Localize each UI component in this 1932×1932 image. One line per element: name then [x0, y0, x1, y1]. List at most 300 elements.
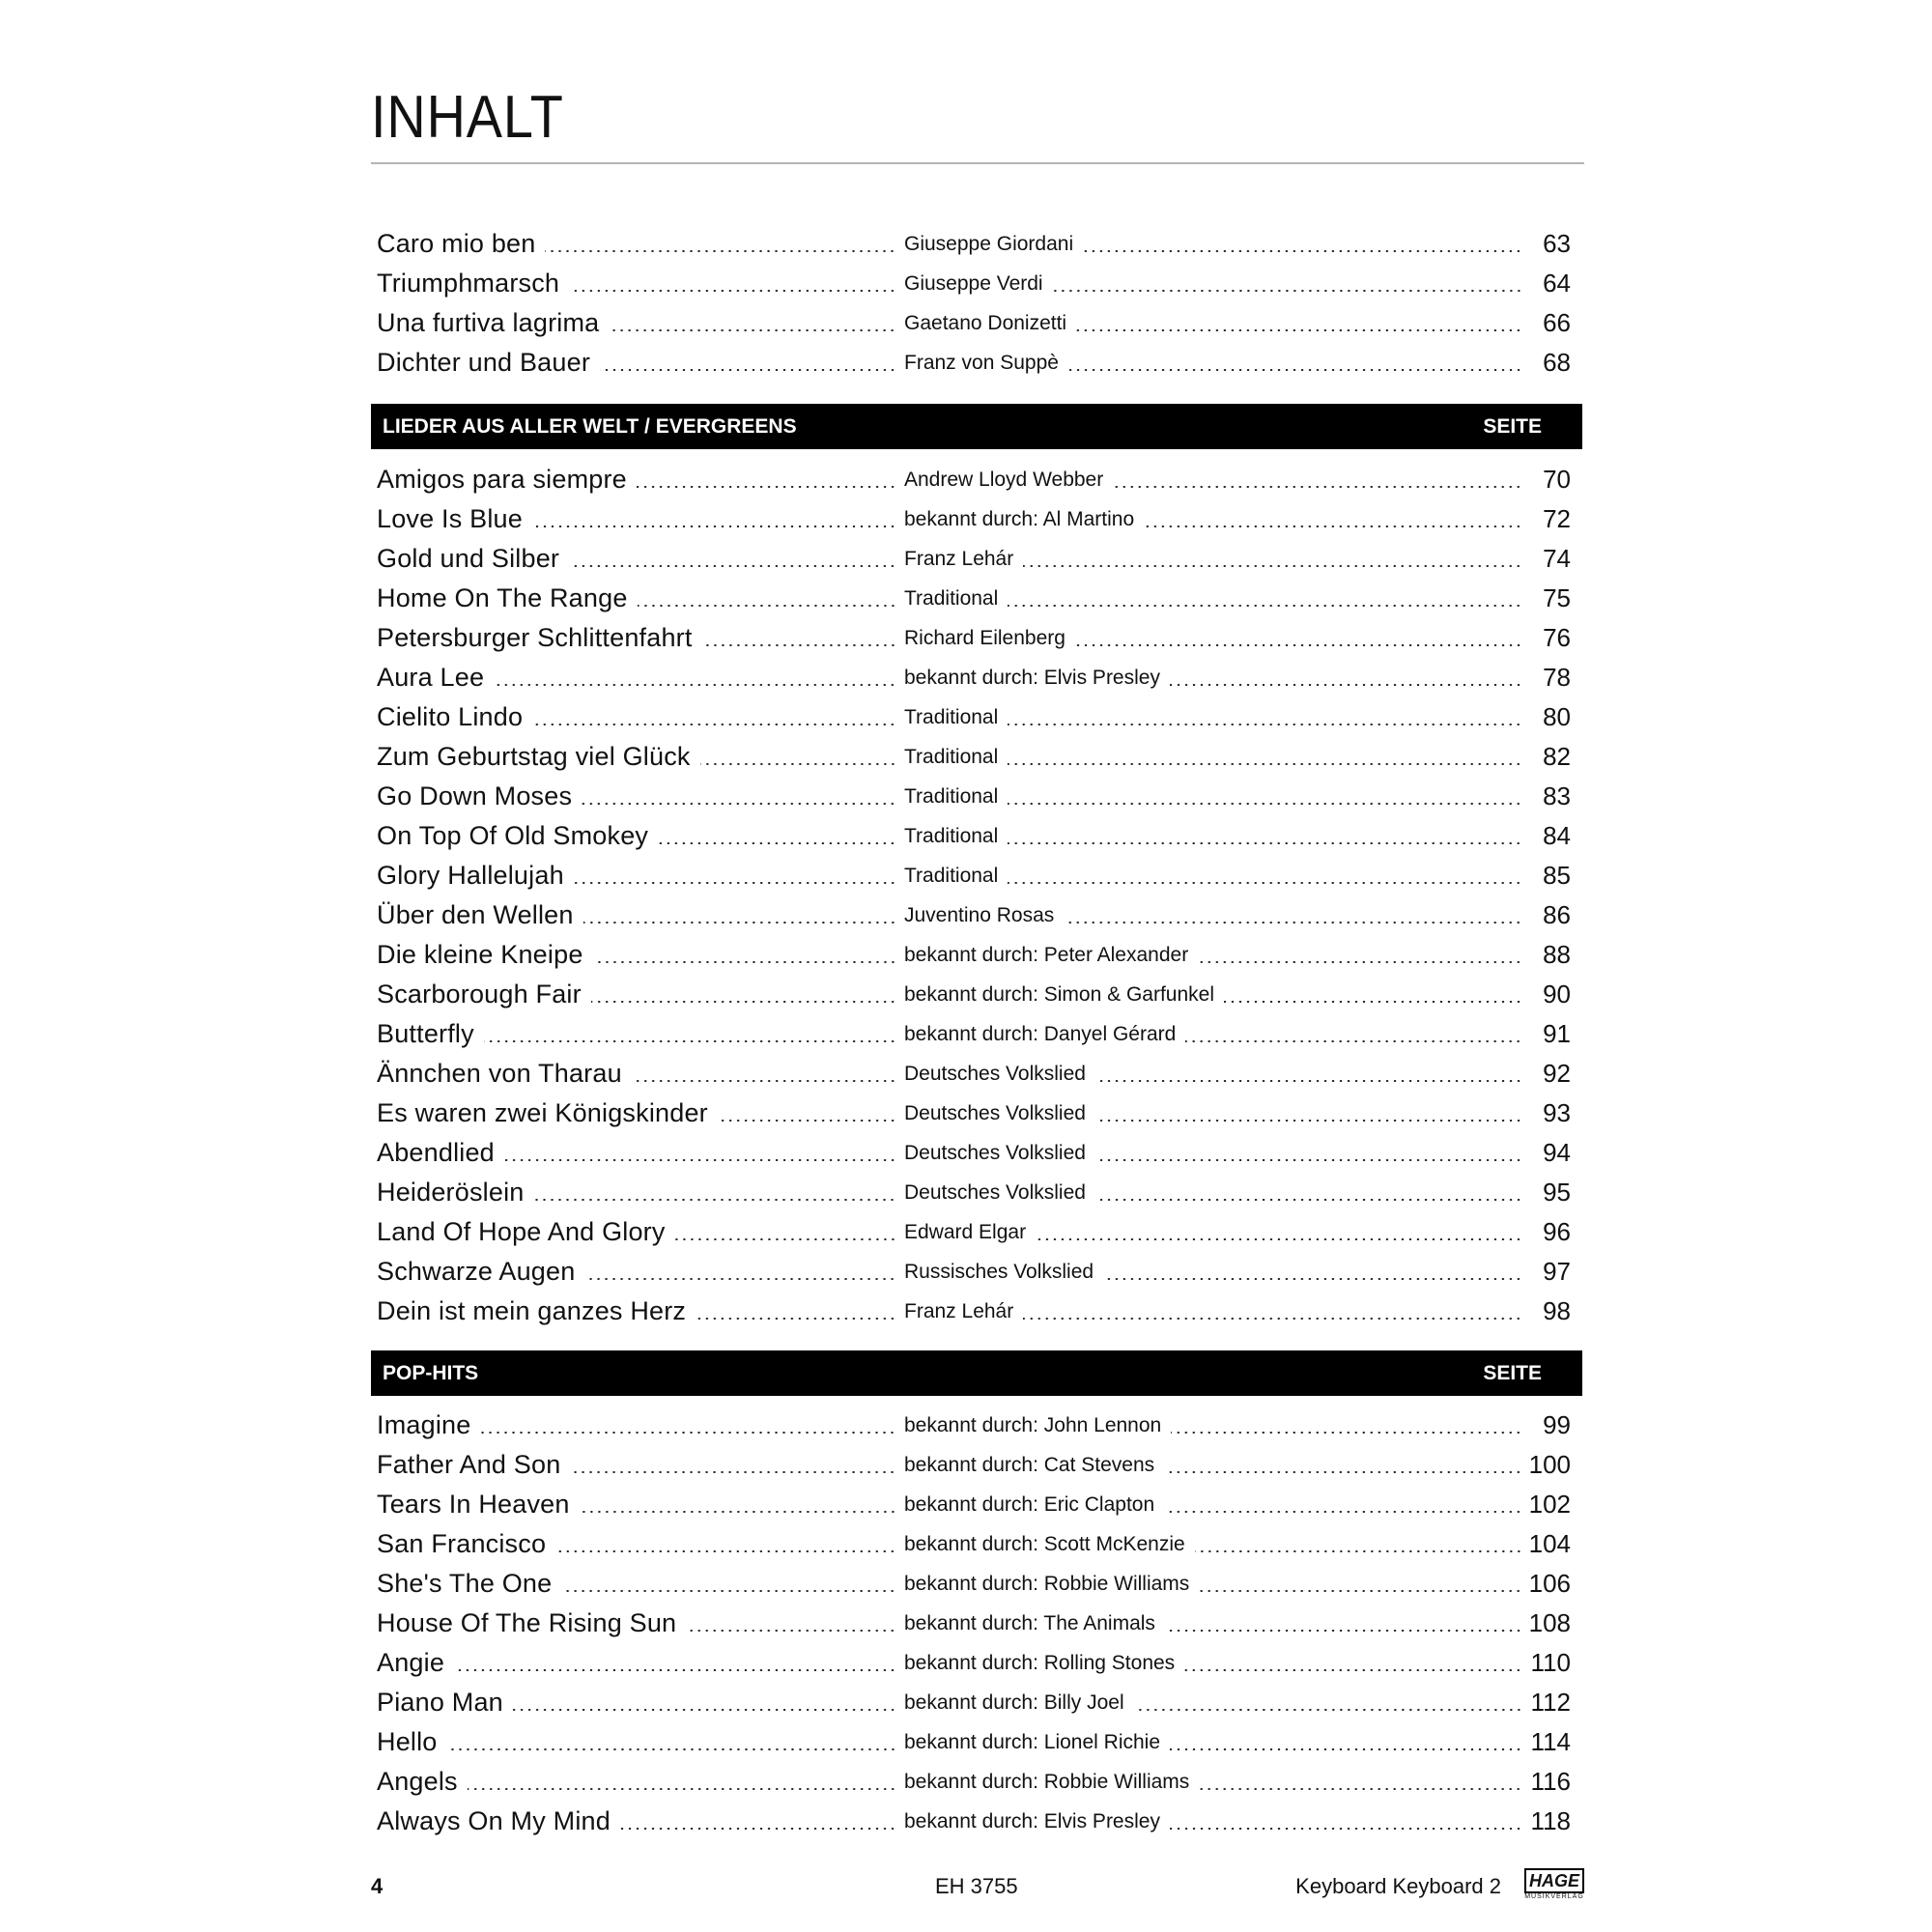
page-ref: 99 [1543, 1410, 1571, 1439]
composer: bekannt durch: Elvis Presley [904, 666, 1160, 689]
song-column [377, 1406, 896, 1445]
composer-column [904, 1406, 1522, 1445]
song-column [377, 499, 896, 539]
song-column [377, 1524, 896, 1564]
song-title: San Francisco [377, 1529, 547, 1558]
toc-entry [371, 1094, 1584, 1133]
dot-leader [555, 1550, 896, 1552]
song-column [377, 777, 896, 816]
toc-entry [371, 1445, 1584, 1485]
dot-leader [454, 1669, 896, 1671]
section-column-label: SEITE [1483, 414, 1542, 438]
composer-column [904, 1252, 1522, 1292]
toc-entry [371, 1604, 1584, 1643]
toc-entry [371, 1014, 1584, 1054]
toc-entry [371, 697, 1584, 737]
composer-column [904, 1564, 1522, 1604]
dot-leader [620, 1828, 896, 1830]
song-title: Imagine [377, 1410, 471, 1439]
song-column [377, 579, 896, 618]
dot-leader [1199, 1788, 1522, 1790]
toc-entry [371, 1802, 1584, 1841]
song-column [377, 1133, 896, 1173]
song-column [377, 303, 896, 343]
toc-entry [371, 816, 1584, 856]
dot-leader [545, 250, 896, 252]
dot-leader [561, 1590, 896, 1592]
section-column-label: SEITE [1483, 1361, 1542, 1384]
composer-column [904, 658, 1522, 697]
toc-entry [371, 935, 1584, 975]
dot-leader [593, 961, 896, 963]
dot-leader [609, 329, 896, 331]
song-title: Zum Geburtstag viel Glück [377, 742, 691, 771]
song-title: She's The One [377, 1569, 553, 1598]
composer: Giuseppe Verdi [904, 271, 1043, 295]
song-title: Gold und Silber [377, 544, 560, 573]
page-ref: 88 [1543, 940, 1571, 969]
logo-wordmark: HAGE [1524, 1868, 1584, 1893]
composer: Andrew Lloyd Webber [904, 468, 1104, 491]
toc-entry [371, 1133, 1584, 1173]
composer: bekannt durch: Rolling Stones [904, 1651, 1176, 1674]
dot-leader [1164, 1471, 1522, 1473]
song-title: Go Down Moses [377, 781, 573, 810]
dot-leader [1165, 1630, 1522, 1632]
dot-leader [1224, 1001, 1522, 1003]
composer-column [904, 1212, 1522, 1252]
toc-entry [371, 264, 1584, 303]
composer-column [904, 975, 1522, 1014]
dot-leader [686, 1630, 896, 1632]
section-title: POP-HITS [383, 1361, 479, 1384]
page-number: 4 [371, 1874, 384, 1898]
song-title: Cielito Lindo [377, 702, 524, 731]
dot-leader [1170, 1828, 1522, 1830]
composer-column [904, 935, 1522, 975]
composer-column [904, 1445, 1522, 1485]
toc-page [371, 0, 1584, 1932]
toc-entry [371, 1643, 1584, 1683]
page-ref: 74 [1543, 544, 1571, 573]
toc-entry [371, 579, 1584, 618]
song-column [377, 1054, 896, 1094]
page-ref: 93 [1543, 1098, 1571, 1127]
song-column [377, 1292, 896, 1331]
dot-leader [675, 1238, 896, 1240]
dot-leader [494, 684, 896, 686]
dot-leader [1083, 250, 1522, 252]
toc-entry [371, 1524, 1584, 1564]
composer: Traditional [904, 864, 999, 887]
page-ref: 72 [1543, 504, 1571, 533]
page-ref: 85 [1543, 861, 1571, 890]
dot-leader [1008, 842, 1522, 844]
toc-entry [371, 737, 1584, 777]
song-column [377, 343, 896, 383]
page-ref: 102 [1528, 1490, 1571, 1519]
toc-entry [371, 303, 1584, 343]
song-column [377, 975, 896, 1014]
composer: Franz von Suppè [904, 351, 1059, 374]
dot-leader [1064, 922, 1522, 923]
composer: Franz Lehár [904, 547, 1014, 570]
song-title: Heideröslein [377, 1178, 525, 1207]
dot-leader [591, 1001, 896, 1003]
composer-column [904, 264, 1522, 303]
song-column [377, 460, 896, 499]
song-title: Una furtiva lagrima [377, 308, 600, 337]
page-ref: 78 [1543, 663, 1571, 692]
toc-entry [371, 618, 1584, 658]
dot-leader [700, 763, 896, 765]
toc-entry [371, 1212, 1584, 1252]
composer: bekannt durch: Scott McKenzie [904, 1532, 1185, 1555]
dot-leader [600, 369, 896, 371]
toc-entry [371, 777, 1584, 816]
composer: bekannt durch: Simon & Garfunkel [904, 982, 1215, 1006]
song-column [377, 816, 896, 856]
song-column [377, 1094, 896, 1133]
page-ref: 80 [1543, 702, 1571, 731]
composer: bekannt durch: Peter Alexander [904, 943, 1189, 966]
composer-column [904, 1014, 1522, 1054]
composer-column [904, 618, 1522, 658]
toc-entry [371, 1173, 1584, 1212]
song-column [377, 1643, 896, 1683]
page-ref: 108 [1528, 1608, 1571, 1637]
dot-leader [1164, 1511, 1522, 1513]
composer: Franz Lehár [904, 1299, 1014, 1322]
dot-leader [513, 1709, 896, 1711]
composer-column [904, 1524, 1522, 1564]
composer-column [904, 579, 1522, 618]
composer: bekannt durch: The Animals [904, 1611, 1155, 1634]
song-column [377, 856, 896, 895]
composer: Traditional [904, 784, 999, 808]
dot-leader [718, 1120, 896, 1122]
composer-column [904, 1133, 1522, 1173]
page-ref: 97 [1543, 1257, 1571, 1286]
song-column [377, 1604, 896, 1643]
song-column [377, 1173, 896, 1212]
page-ref: 112 [1530, 1688, 1571, 1717]
dot-leader [1095, 1120, 1522, 1122]
page-ref: 116 [1530, 1767, 1571, 1796]
composer-column [904, 697, 1522, 737]
song-title: Angie [377, 1648, 445, 1677]
page-ref: 95 [1543, 1178, 1571, 1207]
dot-leader [582, 803, 896, 805]
composer-column [904, 1762, 1522, 1802]
dot-leader [569, 565, 896, 567]
composer: Giuseppe Giordani [904, 232, 1074, 255]
dot-leader [1170, 684, 1522, 686]
page-ref: 98 [1543, 1296, 1571, 1325]
toc-entry [371, 343, 1584, 383]
section-header-evergreens [371, 404, 1582, 449]
song-title: Glory Hallelujah [377, 861, 564, 890]
composer-column [904, 1485, 1522, 1524]
dot-leader [1076, 329, 1522, 331]
toc-entry [371, 1564, 1584, 1604]
song-title: Land Of Hope And Glory [377, 1217, 666, 1246]
song-title: Die kleine Kneipe [377, 940, 583, 969]
toc-entry [371, 1292, 1584, 1331]
page-ref: 94 [1543, 1138, 1571, 1167]
composer: bekannt durch: Cat Stevens [904, 1453, 1155, 1476]
composer: Russisches Volkslied [904, 1260, 1094, 1283]
song-title: Dein ist mein ganzes Herz [377, 1296, 687, 1325]
page-ref: 83 [1543, 781, 1571, 810]
dot-leader [1185, 1040, 1522, 1042]
dot-leader [1075, 644, 1522, 646]
dot-leader [583, 922, 896, 923]
page-title: INHALT [371, 84, 564, 151]
song-title: Love Is Blue [377, 504, 523, 533]
composer: Gaetano Donizetti [904, 311, 1067, 334]
dot-leader [1008, 763, 1522, 765]
composer: Deutsches Volkslied [904, 1180, 1086, 1204]
song-column [377, 1683, 896, 1722]
toc-entry [371, 975, 1584, 1014]
page-ref: 118 [1530, 1806, 1571, 1835]
composer-column [904, 1643, 1522, 1683]
page-ref: 106 [1528, 1569, 1571, 1598]
page-ref: 70 [1543, 465, 1571, 494]
dot-leader [1008, 882, 1522, 884]
page-ref: 84 [1543, 821, 1571, 850]
toc-entry [371, 1762, 1584, 1802]
song-column [377, 697, 896, 737]
song-title: House Of The Rising Sun [377, 1608, 677, 1637]
song-title: Scarborough Fair [377, 980, 582, 1009]
composer: bekannt durch: Robbie Williams [904, 1770, 1190, 1793]
page-ref: 114 [1530, 1727, 1571, 1756]
dot-leader [1023, 565, 1522, 567]
composer-column [904, 303, 1522, 343]
page-ref: 75 [1543, 583, 1571, 612]
song-title: Caro mio ben [377, 229, 536, 258]
dot-leader [1023, 1318, 1522, 1320]
dot-leader [1068, 369, 1522, 371]
song-title: Angels [377, 1767, 458, 1796]
dot-leader [569, 290, 896, 292]
song-column [377, 264, 896, 303]
composer: bekannt durch: Eric Clapton [904, 1492, 1155, 1516]
dot-leader [1008, 724, 1522, 725]
composer: Traditional [904, 705, 999, 728]
composer-column [904, 499, 1522, 539]
dot-leader [1095, 1080, 1522, 1082]
composer: Deutsches Volkslied [904, 1101, 1086, 1124]
page-ref: 90 [1543, 980, 1571, 1009]
song-title: Aura Lee [377, 663, 485, 692]
song-column [377, 618, 896, 658]
composer-column [904, 1054, 1522, 1094]
toc-entry [371, 1485, 1584, 1524]
song-title: Tears In Heaven [377, 1490, 570, 1519]
dot-leader [584, 1278, 896, 1280]
song-title: Petersburger Schlittenfahrt [377, 623, 693, 652]
toc-entry [371, 1683, 1584, 1722]
song-title: Father And Son [377, 1450, 561, 1479]
song-column [377, 1802, 896, 1841]
song-title: On Top Of Old Smokey [377, 821, 649, 850]
dot-leader [580, 1511, 896, 1513]
song-title: Always On My Mind [377, 1806, 611, 1835]
section-header-pop-hits [371, 1350, 1582, 1396]
dot-leader [1053, 290, 1522, 292]
song-column [377, 1722, 896, 1762]
toc-entry [371, 224, 1584, 264]
dot-leader [468, 1788, 896, 1790]
composer-column [904, 816, 1522, 856]
composer: Edward Elgar [904, 1220, 1027, 1243]
page-ref: 91 [1543, 1019, 1571, 1048]
title-divider [371, 162, 1584, 164]
toc-entry [371, 499, 1584, 539]
page-ref: 66 [1543, 308, 1571, 337]
dot-leader [658, 842, 896, 844]
song-title: Es waren zwei Königskinder [377, 1098, 708, 1127]
composer: Deutsches Volkslied [904, 1062, 1086, 1085]
song-title: Amigos para siempre [377, 465, 627, 494]
song-column [377, 1212, 896, 1252]
composer-column [904, 856, 1522, 895]
song-title: Butterfly [377, 1019, 474, 1048]
page-ref: 68 [1543, 348, 1571, 377]
composer: bekannt durch: John Lennon [904, 1413, 1162, 1436]
dot-leader [1095, 1199, 1522, 1201]
song-column [377, 1445, 896, 1485]
song-column [377, 737, 896, 777]
composer: bekannt durch: Robbie Williams [904, 1572, 1190, 1595]
dot-leader [637, 486, 896, 488]
toc-entry [371, 856, 1584, 895]
composer: bekannt durch: Lionel Richie [904, 1730, 1161, 1753]
logo-subtext: MUSIKVERLAG [1524, 1893, 1584, 1900]
dot-leader [1170, 1748, 1522, 1750]
song-column [377, 224, 896, 264]
page-ref: 76 [1543, 623, 1571, 652]
dot-leader [480, 1432, 896, 1434]
toc-entry [371, 460, 1584, 499]
song-title: Über den Wellen [377, 900, 574, 929]
page-ref: 63 [1543, 229, 1571, 258]
composer-column [904, 1292, 1522, 1331]
dot-leader [1171, 1432, 1522, 1434]
composer: bekannt durch: Al Martino [904, 507, 1135, 530]
composer-column [904, 1683, 1522, 1722]
composer-column [904, 1094, 1522, 1133]
dot-leader [1195, 1550, 1522, 1552]
dot-leader [1144, 526, 1522, 527]
song-column [377, 1485, 896, 1524]
dot-leader [638, 605, 896, 607]
toc-entry [371, 1054, 1584, 1094]
song-title: Dichter und Bauer [377, 348, 591, 377]
toc-entry [371, 1722, 1584, 1762]
dot-leader [504, 1159, 896, 1161]
toc-list-opera [371, 224, 1584, 383]
composer: Traditional [904, 745, 999, 768]
dot-leader [447, 1748, 896, 1750]
dot-leader [1103, 1278, 1522, 1280]
composer: Traditional [904, 586, 999, 610]
song-column [377, 935, 896, 975]
section-title: LIEDER AUS ALLER WELT / EVERGREENS [383, 414, 797, 438]
book-title: Keyboard Keyboard 2 [1295, 1874, 1501, 1898]
song-column [377, 895, 896, 935]
song-column [377, 1252, 896, 1292]
page-ref: 92 [1543, 1059, 1571, 1088]
song-title: Ännchen von Tharau [377, 1059, 622, 1088]
dot-leader [1134, 1709, 1522, 1711]
song-column [377, 658, 896, 697]
toc-entry [371, 539, 1584, 579]
page-ref: 110 [1530, 1648, 1571, 1677]
dot-leader [533, 1199, 896, 1201]
song-title: Triumphmarsch [377, 269, 560, 298]
song-title: Schwarze Augen [377, 1257, 576, 1286]
page-ref: 64 [1543, 269, 1571, 298]
dot-leader [1008, 803, 1522, 805]
composer: Juventino Rosas [904, 903, 1055, 926]
composer-column [904, 1722, 1522, 1762]
page-ref: 86 [1543, 900, 1571, 929]
catalog-code: EH 3755 [935, 1874, 1018, 1898]
dot-leader [702, 644, 896, 646]
song-column [377, 1564, 896, 1604]
toc-list-evergreens [371, 460, 1584, 1331]
composer-column [904, 343, 1522, 383]
page-ref: 100 [1528, 1450, 1571, 1479]
toc-entry [371, 1252, 1584, 1292]
song-title: Hello [377, 1727, 438, 1756]
dot-leader [532, 724, 896, 725]
dot-leader [1199, 1590, 1522, 1592]
composer-column [904, 460, 1522, 499]
composer-column [904, 1802, 1522, 1841]
song-title: Home On The Range [377, 583, 628, 612]
song-column [377, 1014, 896, 1054]
publisher-logo [1520, 1868, 1584, 1903]
composer-column [904, 224, 1522, 264]
dot-leader [484, 1040, 896, 1042]
dot-leader [570, 1471, 896, 1473]
song-column [377, 539, 896, 579]
dot-leader [696, 1318, 896, 1320]
composer-column [904, 1604, 1522, 1643]
composer: Richard Eilenberg [904, 626, 1065, 649]
dot-leader [1095, 1159, 1522, 1161]
toc-list-pop-hits [371, 1406, 1584, 1841]
toc-entry [371, 1406, 1584, 1445]
dot-leader [532, 526, 896, 527]
song-title: Piano Man [377, 1688, 503, 1717]
dot-leader [1184, 1669, 1522, 1671]
composer-column [904, 737, 1522, 777]
song-column [377, 1762, 896, 1802]
dot-leader [1113, 486, 1522, 488]
page-ref: 96 [1543, 1217, 1571, 1246]
composer: bekannt durch: Elvis Presley [904, 1809, 1160, 1833]
composer-column [904, 777, 1522, 816]
song-title: Abendlied [377, 1138, 495, 1167]
composer-column [904, 539, 1522, 579]
composer: Deutsches Volkslied [904, 1141, 1086, 1164]
